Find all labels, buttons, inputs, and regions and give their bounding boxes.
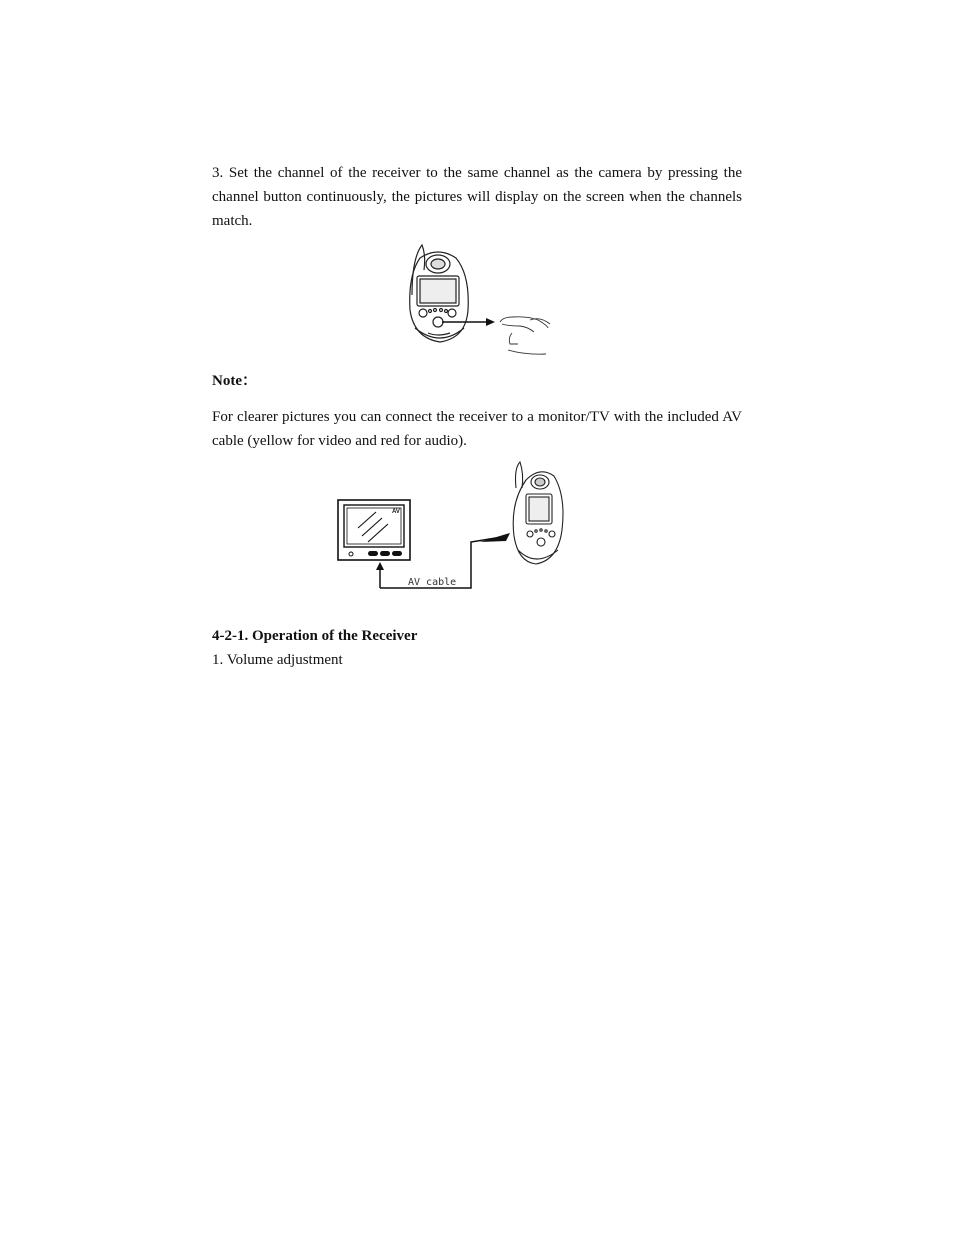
tv-av-label: AV (392, 509, 400, 515)
step-3-paragraph: 3. Set the channel of the receiver to the same channel as the camera by pressing the channel button continuously, the pictures will display on the screen when the channels match. (212, 165, 742, 229)
receiver-channel-button-illustration (400, 240, 560, 362)
note-title: Note： (212, 373, 257, 389)
receiver-tv-connection-illustration (330, 458, 610, 593)
receiver-unit (513, 462, 563, 564)
section-heading: 4-2-1. Operation of the Receiver (212, 628, 418, 644)
note-paragraph: For clearer pictures you can connect the receiver to a monitor/TV with the included AV cable (yellow for video and red for audio). (212, 409, 742, 449)
tv-monitor (338, 500, 410, 560)
step-1-text: 1. Volume adjustment (212, 652, 343, 668)
av-cable-label: AV cable (408, 577, 457, 588)
